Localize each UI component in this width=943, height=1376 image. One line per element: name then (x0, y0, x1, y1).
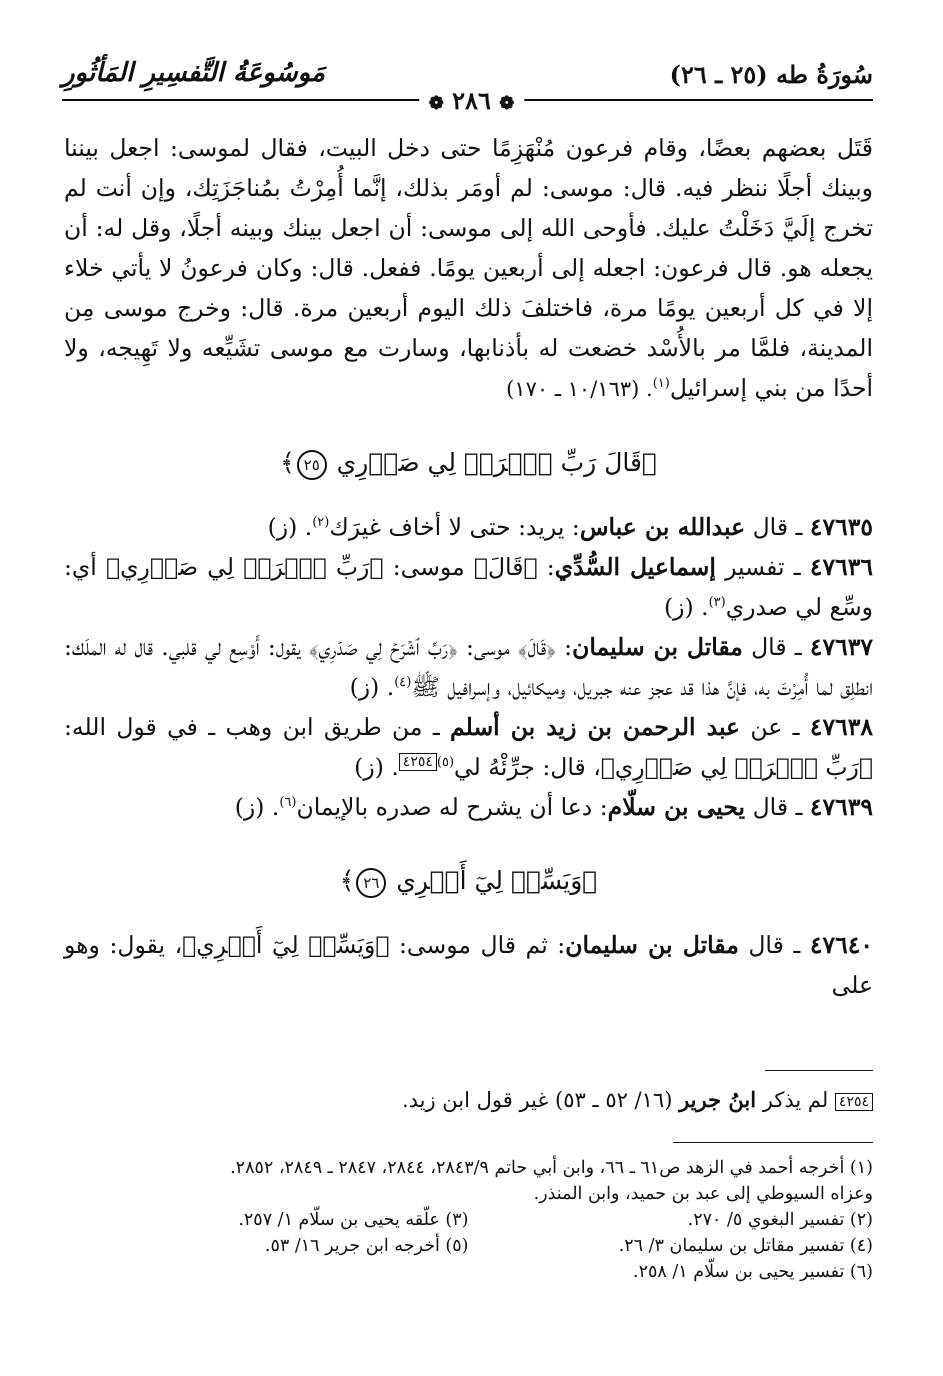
entry-prefix: ـ عن (740, 713, 810, 741)
verse-text: ﴿وَيَسِّرۡ لِيٓ أَمۡرِي (396, 866, 598, 895)
note-ref-box: ٤٢٥٤ (835, 1093, 873, 1111)
entry-tail: . (ز) (234, 793, 280, 821)
footnote-6: (٦) تفسير يحيى بن سلّام ١/ ٢٥٨. (633, 1262, 873, 1282)
entry-prefix: ـ قال (745, 793, 810, 821)
entry-number: ٤٧٦٤٠ (809, 931, 873, 959)
book-title: مَوسُوعَةُ التَّفسِيرِ المَأثُورِ (62, 58, 325, 88)
entry-tail: . (ز) (663, 593, 709, 621)
footnote-1-cont: وعزاه السيوطي إلى عبد بن حميد، وابن المنذر. (533, 1184, 873, 1204)
entry (64, 627, 873, 707)
surah-title: سُورَةُ طه (٢٥ ـ ٢٦) (669, 60, 873, 89)
narrator: عبد الرحمن بن زيد بن أسلم (450, 713, 741, 741)
main-text (64, 128, 873, 999)
intro-paragraph (64, 128, 873, 409)
page-number-box (419, 86, 525, 115)
page-number: ٢٨٦ (452, 86, 491, 115)
entry-text: : ﴿قَالَ﴾ موسى: ﴿رَبِّ ٱشۡرَحۡ لِي صَدۡرِي﴾ أي: وسِّع لي صدري (64, 553, 873, 621)
entry-prefix: ـ قال (738, 931, 810, 959)
entry (64, 707, 873, 787)
narrator: عبدالله بن عباس (579, 513, 746, 541)
intro-text: قَتَل بعضهم بعضًا، وقام فرعون مُنْهَزِمًا حتى دخل البيت، فقال لموسى: اجعل بيننا وبينك أجلًا ننظر فيه. قال: موسى: لم أومَر بذلك، إنَّما أُمِرْتُ بمُناجَزَتِك، وإن أنت لم تخرج إلَيَّ دَخَلْتُ عليك. فأوحى الله إلى موسى: أن اجعل بينك وبينه أجلًا، وقل له: أن يجعله هو. قال فرعون: اجعله إلى أربعين يومًا. ففعل. قال: وكان فرعونُ لا يأتي خلاء إلا في كل أربعين يومًا مرة، فاختلفَ ذلك اليوم أربعين مرة. قال: وخرج موسى مِن المدينة، فلمَّا مر بالأُسْد خضعت له بأذنابها، وسارت مع موسى تشَيِّعه ولا تَهِيجه، ولا أحدًا من بني إسرائيل (64, 134, 873, 402)
footnote-marker[interactable]: (٣) (708, 595, 726, 611)
intro-ref: . (١٠/١٦٣ ـ ١٧٠) (506, 377, 653, 401)
note-post: (١٦/ ٥٢ ـ ٥٣) غير قول ابن زيد. (401, 1088, 680, 1112)
ayah-number: ٢٦ (356, 868, 386, 898)
note-ref-box[interactable]: ٤٢٥٤ (399, 753, 437, 771)
footnote-5: (٥) أخرجه ابن جرير ١٦/ ٥٣. (264, 1236, 469, 1256)
note-bold: ابنُ جرير (679, 1087, 757, 1112)
footnote-marker[interactable]: (٦) (279, 795, 297, 811)
narrator: يحيى بن سلّام (607, 793, 746, 821)
entry-number: ٤٧٦٣٩ (809, 793, 873, 821)
note-separator (765, 1070, 873, 1071)
footnote-marker[interactable]: (١) (652, 376, 670, 392)
entry-tail: . (ز) (267, 513, 313, 541)
ornament-icon: ❁ (428, 93, 444, 114)
entry (64, 925, 873, 999)
ornament-icon: ❁ (499, 93, 515, 114)
verse-text: ﴿قَالَ رَبِّ ٱشۡرَحۡ لِي صَدۡرِي (336, 448, 657, 477)
entry-text: ـ من طريق ابن وهب ـ في قول الله: ﴿رَبِّ ٱشۡرَحۡ لِي صَدۡرِي﴾، قال: جرِّئْهُ لي (64, 713, 873, 781)
footnote-2: (٢) تفسير البغوي ٥/ ٢٧٠. (687, 1210, 873, 1230)
entry (64, 787, 873, 827)
entry-text: : ﴿قَالَ﴾ موسى: ﴿رَبِّ ٱشۡرَحۡ لِي صَدۡرِي﴾ يقول: أَوْسِع لي قلبي. قال له الملَك: انطلِق لما أُمِرْتَ به، فإنَّ هذا قد عجز عنه جبريل، وميكائيل، وإسرافيل ﷺ (64, 633, 873, 701)
verse-close: ﴾ (339, 866, 355, 895)
entry-number: ٤٧٦٣٦ (809, 553, 873, 581)
entry-number: ٤٧٦٣٥ (809, 513, 873, 541)
entry-tail: . (ز) (349, 673, 395, 701)
footnote-row (64, 1207, 873, 1233)
editor-note (64, 1085, 873, 1115)
footnotes (64, 1155, 873, 1285)
verse-25 (64, 443, 873, 483)
narrator: مقاتل بن سليمان (565, 931, 739, 959)
entry-number: ٤٧٦٣٨ (809, 713, 873, 741)
footnote-marker[interactable]: (٤) (394, 675, 412, 691)
entry-number: ٤٧٦٣٧ (809, 633, 873, 661)
narrator: إسماعيل السُّدِّي (554, 553, 716, 581)
entry (64, 547, 873, 627)
footnote-1: (١) أخرجه أحمد في الزهد ص٦١ ـ ٦٦، وابن أبي حاتم ٢٨٤٣/٩، ٢٨٤٤، ٢٨٤٧ ـ ٢٨٤٩، ٢٨٥٢. (230, 1158, 873, 1178)
entry-tail: . (ز) (354, 753, 399, 781)
entry-text: : ثم قال موسى: ﴿وَيَسِّرۡ لِيٓ أَمۡرِي﴾، يقول: وهو على (64, 931, 873, 999)
ayah-number: ٢٥ (297, 450, 327, 480)
entry-prefix: ـ قال (742, 633, 810, 661)
footnote-separator (673, 1142, 873, 1143)
entry (64, 507, 873, 547)
footnote-3: (٣) علّقه يحيى بن سلّام ١/ ٢٥٧. (238, 1210, 469, 1230)
entry-text: : يريد: حتى لا أخاف غيرَك (329, 513, 580, 541)
footnote-row (64, 1233, 873, 1259)
note-pre: لم يذكر (756, 1088, 835, 1112)
footnote-marker[interactable]: (٢) (312, 515, 330, 531)
footnote-4: (٤) تفسير مقاتل بن سليمان ٣/ ٢٦. (618, 1236, 873, 1256)
entry-text: : دعا أن يشرح له صدره بالإيمان (296, 793, 608, 821)
verse-close: ﴾ (280, 448, 295, 477)
narrator: مقاتل بن سليمان (572, 633, 743, 661)
entry-prefix: ـ تفسير (715, 553, 810, 581)
verse-26 (64, 861, 873, 901)
entry-prefix: ـ قال (745, 513, 810, 541)
footnote-marker[interactable]: (٥) (436, 755, 455, 771)
